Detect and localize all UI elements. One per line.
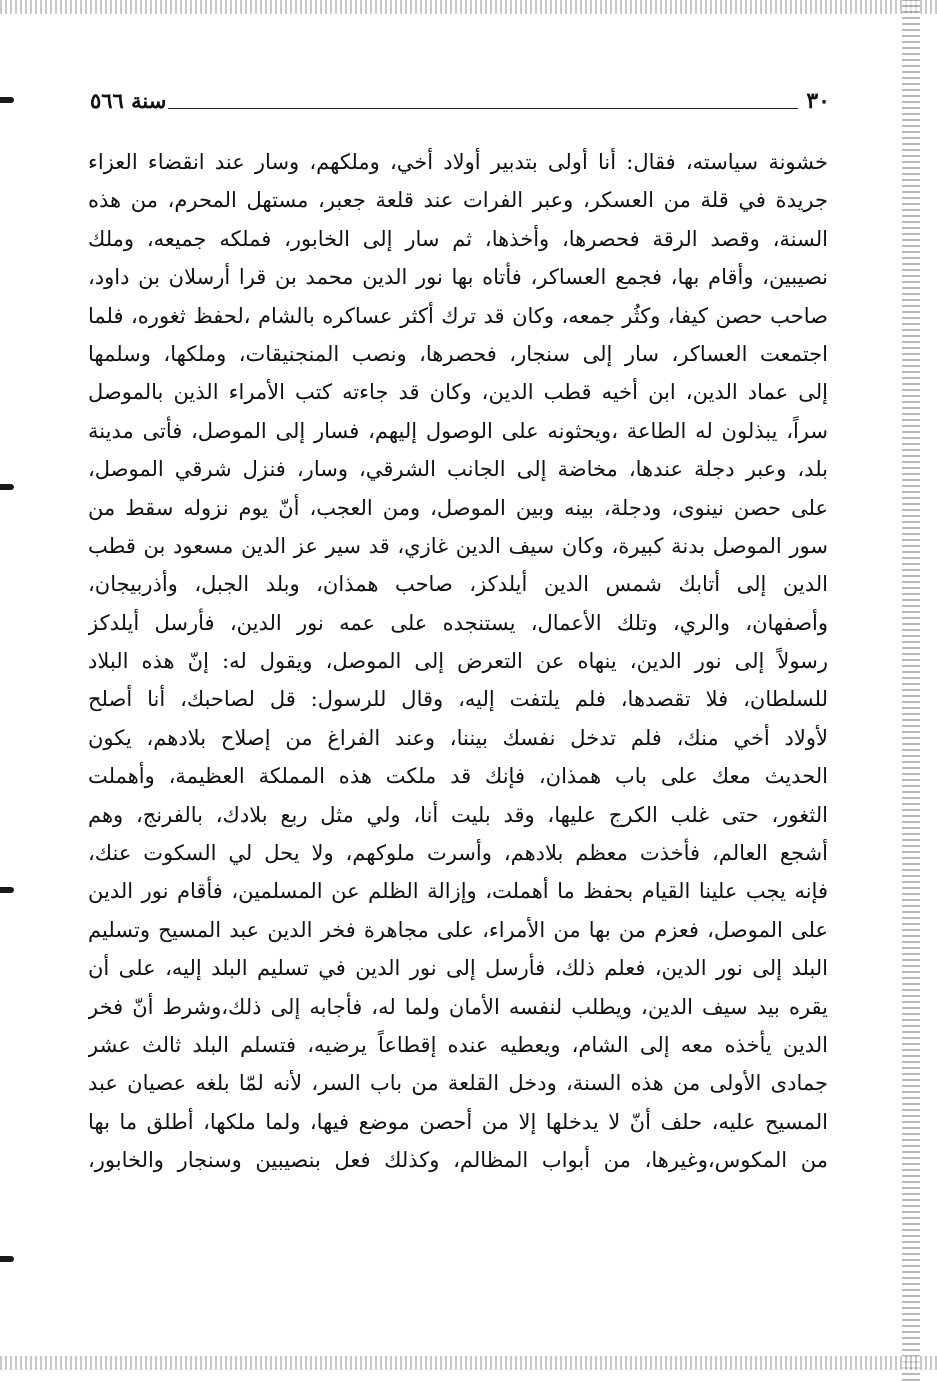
- text-line: السنة، وقصد الرقة فحصرها، وأخذها، ثم سار إلى الخابور، فملكه جميعه، وملك: [88, 226, 828, 251]
- text-line: على الموصل، فعزم من بها من الأمراء، على مجاهرة فخر الدين عبد المسيح وتسليم: [88, 917, 828, 942]
- scan-edge-mark: [0, 1256, 14, 1262]
- text-line: وأصفهان، والري، وتلك الأعمال، يستنجده على عمه نور الدين، فأرسل أيلدكز: [88, 610, 828, 635]
- text-line: البلد إلى نور الدين، فعلم ذلك، فأرسل إلى نور الدين في تسليم البلد إليه، على أن: [88, 956, 828, 981]
- scan-edge-mark: [0, 484, 14, 490]
- text-line: نصيبين، وأقام بها، فجمع العساكر، فأتاه بها نور الدين محمد بن قرا أرسلان بن داود،: [88, 265, 828, 290]
- text-line: على حصن نينوى، ودجلة، بينه وبين الموصل، ومن العجب، أنّ يوم نزوله سقط من: [88, 495, 828, 520]
- bottom-ornamental-border: [0, 1356, 937, 1370]
- text-line: الثغور، حتى غلب الكرج عليها، وقد بليت أنا، ولي مثل ربع بلادك، بالفرنج، وهم: [88, 802, 828, 827]
- header-rule: [168, 108, 798, 109]
- text-line: جمادى الأولى من هذه السنة، ودخل القلعة من باب السر، لأنه لمّا بلغه عصيان عبد: [88, 1071, 828, 1096]
- text-line: المسيح عليه، حلف أنّ لا يدخلها إلا من أحصن موضع فيها، ولما ملكها، أطلق ما بها: [88, 1109, 828, 1134]
- text-line: سراً، يبذلون له الطاعة ،ويحثونه على الوصول إليهم، فسار إلى الموصل، فأتى مدينة: [88, 418, 828, 443]
- text-line: من المكوس،وغيرها، من أبواب المظالم، وكذلك فعل بنصيبين وسنجار والخابور،: [88, 1148, 828, 1173]
- running-header: [90, 84, 830, 118]
- text-line: فإنه يجب علينا القيام بحفظ ما أهملت، وإزالة الظلم عن المسلمين، فأقام نور الدين: [88, 879, 828, 904]
- text-line: رسولاً إلى نور الدين، ينهاه عن التعرض إلى الموصل، ويقول له: إنّ هذه البلاد: [88, 649, 828, 674]
- text-line: إلى عماد الدين، ابن أخيه قطب الدين، وكان قد جاءته كتب الأمراء الذين بالموصل: [88, 380, 828, 405]
- text-line: خشونة سياسته، فقال: أنا أولى بتدبير أولاد أخي، وملكهم، وسار عند انقضاء العزاء: [88, 150, 828, 174]
- text-line: اجتمعت العساكر، سار إلى سنجار، فحصرها، ونصب المنجنيقات، وملكها، وسلمها: [88, 341, 828, 366]
- text-line: للسلطان، فلا تقصدها، فلم يلتفت إليه، وقال للرسول: قل لصاحبك، أنا أصلح: [88, 687, 828, 712]
- text-line: سور الموصل بدنة كبيرة، وكان سيف الدين غازي، قد سير عز الدين مسعود بن قطب: [88, 533, 828, 558]
- text-line: الدين إلى أتابك شمس الدين أيلدكز، صاحب همذان، وبلد الجبل، وأذربيجان،: [88, 572, 828, 597]
- text-line: يقره بيد سيف الدين، ويطلب لنفسه الأمان ولما له، فأجابه إلى ذلك،وشرط أنّ فخر: [88, 994, 828, 1019]
- text-line: بلد، وعبر دجلة عندها، مخاضة إلى الجانب الشرقي، وسار، فنزل شرقي الموصل،: [88, 457, 828, 482]
- header-year: سنة ٥٦٦: [90, 88, 167, 113]
- text-line: لأولاد أخي منك، فلم تدخل نفسك بيننا، وعند الفراغ من إصلاح بلادهم، يكون: [88, 725, 828, 750]
- scan-edge-mark: [0, 887, 14, 893]
- top-ornamental-border: [0, 0, 937, 14]
- page-number: ٣٠: [806, 88, 830, 114]
- scan-edge-mark: [0, 97, 14, 103]
- text-line: أشجع العالم، فأخذت معظم بلادهم، وأسرت ملوكهم، ولا يحل لي السكوت عنك،: [88, 841, 828, 866]
- body-text: [88, 143, 828, 1180]
- text-line: الحديث معك على باب همذان، فإنك قد ملكت هذه المملكة العظيمة، وأهملت: [88, 764, 828, 789]
- text-line: جريدة في قلة من العسكر، وعبر الفرات عند قلعة جعبر، مستهل المحرم، من هذه: [88, 188, 828, 213]
- right-ornamental-border: [902, 0, 920, 1381]
- text-line: الدين يأخذه معه إلى الشام، ويعطيه عنده إقطاعاً يرضيه، فتسلم البلد ثالث عشر: [88, 1032, 828, 1057]
- text-line: صاحب حصن كيفا، وكثُر جمعه، وكان قد ترك أكثر عساكره بالشام ،لحفظ ثغوره، فلما: [88, 303, 828, 328]
